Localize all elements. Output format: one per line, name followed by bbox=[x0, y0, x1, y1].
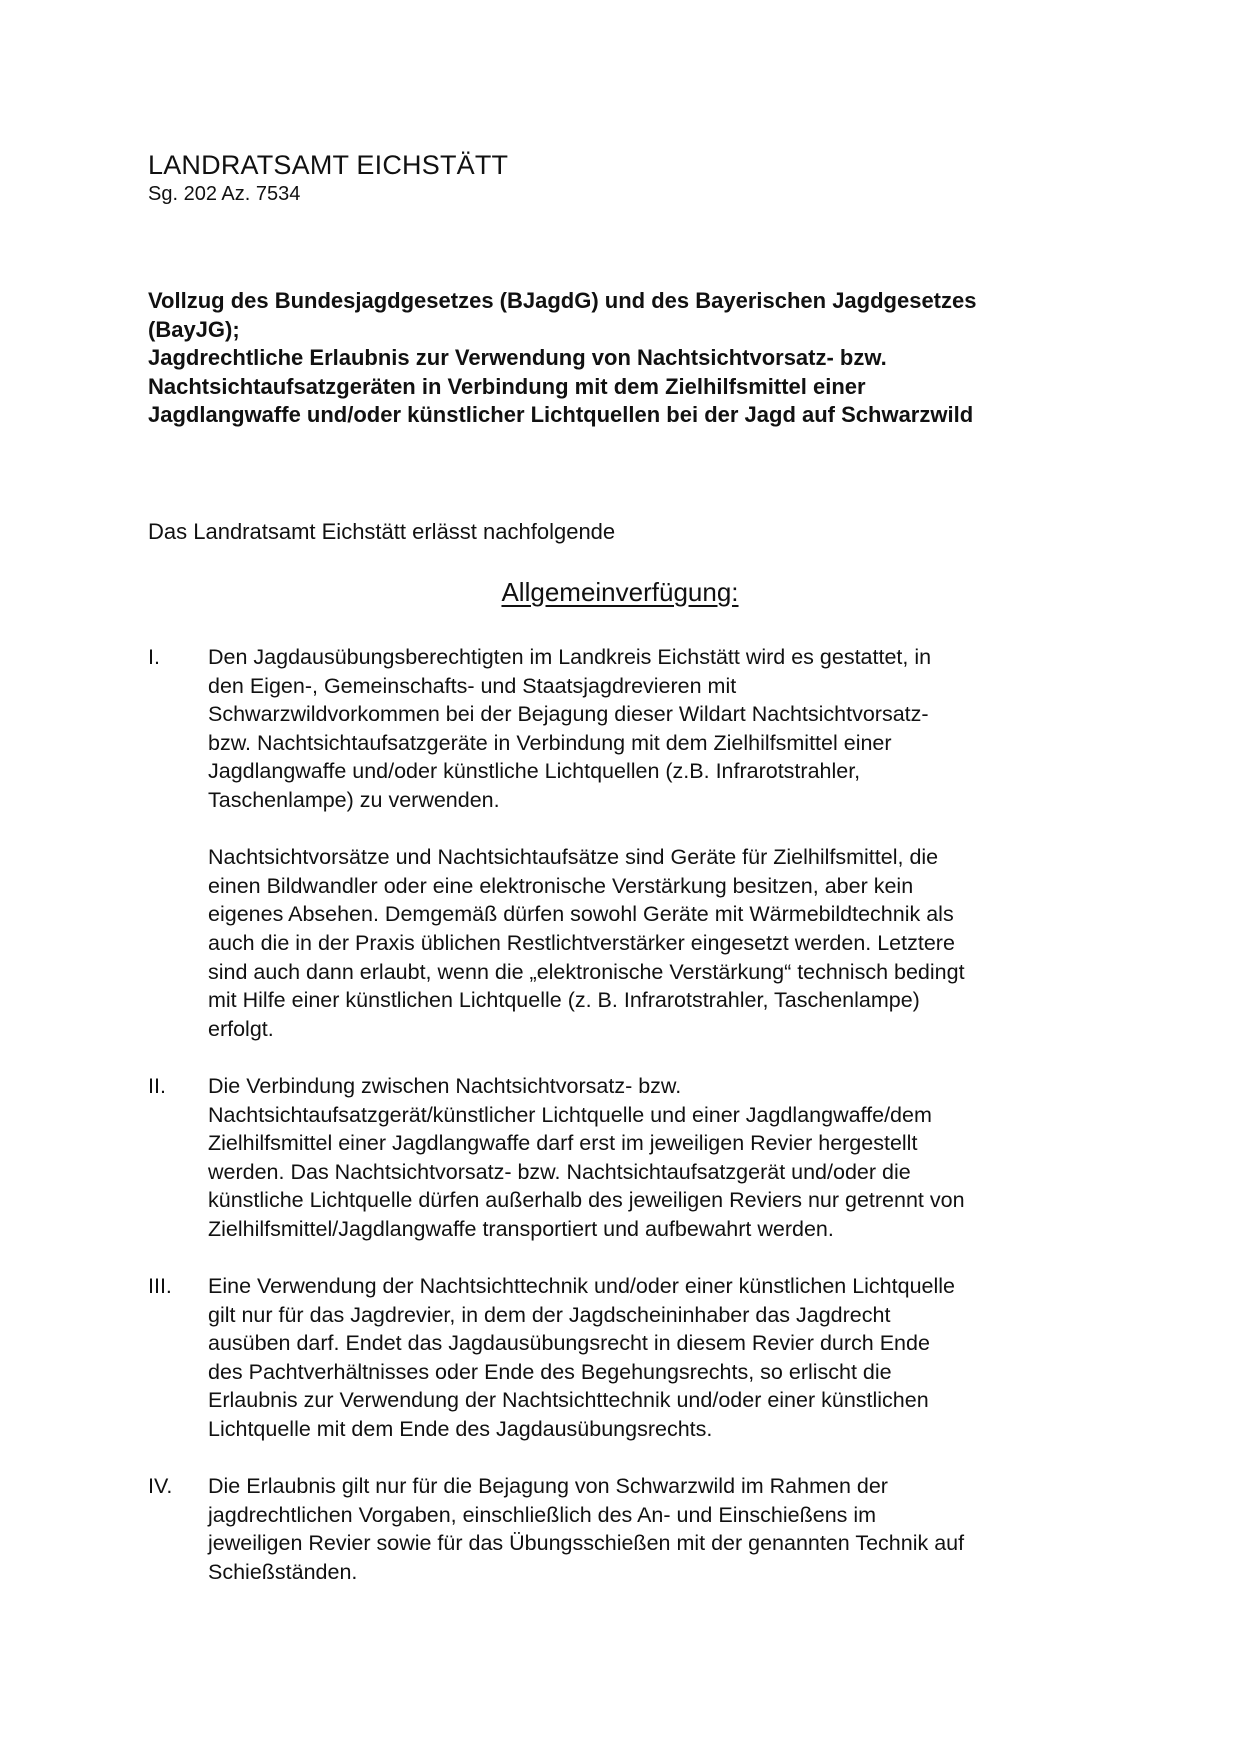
text-line: Erlaubnis zur Verwendung der Nachtsichttechnik und/oder einer künstlichen bbox=[208, 1388, 929, 1413]
text-line: Zielhilfsmittel einer Jagdlangwaffe darf erst im jeweiligen Revier hergestellt bbox=[208, 1131, 918, 1156]
subject-line: Jagdrechtliche Erlaubnis zur Verwendung von Nachtsichtvorsatz- bzw. bbox=[148, 345, 887, 370]
section-body bbox=[208, 1072, 1138, 1244]
paragraph bbox=[208, 843, 1138, 1043]
text-line: Zielhilfsmittel/Jagdlangwaffe transportiert und aufbewahrt werden. bbox=[208, 1216, 834, 1241]
text-line: jagdrechtlichen Vorgaben, einschließlich des An- und Einschießens im bbox=[208, 1502, 877, 1527]
subject-block bbox=[148, 287, 1108, 430]
subject-line: Jagdlangwaffe und/oder künstlicher Lichtquellen bei der Jagd auf Schwarzwild bbox=[148, 402, 974, 427]
text-line: künstliche Lichtquelle dürfen außerhalb des jeweiligen Reviers nur getrennt von bbox=[208, 1188, 965, 1213]
document-heading: Allgemeinverfügung: bbox=[501, 577, 739, 607]
authority-name: LANDRATSAMT EICHSTÄTT bbox=[148, 150, 509, 180]
text-line: den Eigen-, Gemeinschafts- und Staatsjagdrevieren mit bbox=[208, 673, 737, 698]
text-line: Die Verbindung zwischen Nachtsichtvorsatz- bzw. bbox=[208, 1074, 682, 1098]
text-line: Nachtsichtvorsätze und Nachtsichtaufsätze sind Geräte für Zielhilfsmittel, die bbox=[208, 845, 939, 870]
reference-number: Sg. 202 Az. 7534 bbox=[148, 183, 301, 205]
text-line: ausüben darf. Endet das Jagdausübungsrecht in diesem Revier durch Ende bbox=[208, 1331, 930, 1356]
section-number: IV. bbox=[148, 1474, 173, 1498]
text-line: jeweiligen Revier sowie für das Übungsschießen mit der genannten Technik auf bbox=[208, 1531, 965, 1556]
text-line: Eine Verwendung der Nachtsichttechnik und/oder einer künstlichen Lichtquelle bbox=[208, 1274, 955, 1298]
text-line: bzw. Nachtsichtaufsatzgeräte in Verbindung mit dem Zielhilfsmittel einer bbox=[208, 730, 892, 755]
text-line: werden. Das Nachtsichtvorsatz- bzw. Nachtsichtaufsatzgerät und/oder die bbox=[208, 1159, 911, 1184]
text-line: Jagdlangwaffe und/oder künstliche Lichtquellen (z.B. Infrarotstrahler, bbox=[208, 759, 861, 784]
text-line: eigenes Absehen. Demgemäß dürfen sowohl Geräte mit Wärmebildtechnik als bbox=[208, 902, 954, 927]
text-line: Den Jagdausübungsberechtigten im Landkreis Eichstätt wird es gestattet, in bbox=[208, 645, 932, 669]
text-line: mit Hilfe einer künstlichen Lichtquelle (z. B. Infrarotstrahler, Taschenlampe) bbox=[208, 988, 920, 1013]
section-number: II. bbox=[148, 1074, 166, 1098]
subject-line: Nachtsichtaufsatzgeräten in Verbindung mit dem Zielhilfsmittel einer bbox=[148, 373, 866, 399]
text-line: erfolgt. bbox=[208, 1016, 274, 1041]
subject-line: Vollzug des Bundesjagdgesetzes (BJagdG) und des Bayerischen Jagdgesetzes bbox=[148, 288, 977, 313]
text-line: einen Bildwandler oder eine elektronische Verstärkung besitzen, aber kein bbox=[208, 873, 914, 898]
section-body bbox=[208, 1272, 1138, 1444]
text-line: auch die in der Praxis üblichen Restlichtverstärker eingesetzt werden. Letztere bbox=[208, 930, 955, 955]
text-line: gilt nur für das Jagdrevier, in dem der Jagdscheininhaber das Jagdrecht bbox=[208, 1302, 891, 1327]
section-number: III. bbox=[148, 1274, 172, 1298]
paragraph bbox=[208, 643, 1138, 815]
intro-text: Das Landratsamt Eichstätt erlässt nachfolgende bbox=[148, 519, 616, 544]
section-number: I. bbox=[148, 645, 160, 669]
text-line: sind auch dann erlaubt, wenn die „elektronische Verstärkung“ technisch bedingt bbox=[208, 959, 965, 984]
text-line: Schießständen. bbox=[208, 1559, 358, 1584]
section-body bbox=[208, 643, 1138, 1043]
text-line: Taschenlampe) zu verwenden. bbox=[208, 787, 500, 812]
text-line: Schwarzwildvorkommen bei der Bejagung dieser Wildart Nachtsichtvorsatz- bbox=[208, 702, 929, 727]
text-line: des Pachtverhältnisses oder Ende des Begehungsrechts, so erlischt die bbox=[208, 1359, 892, 1384]
section-body bbox=[208, 1472, 1138, 1586]
subject-line: (BayJG); bbox=[148, 316, 240, 342]
text-line: Die Erlaubnis gilt nur für die Bejagung von Schwarzwild im Rahmen der bbox=[208, 1474, 888, 1498]
text-line: Nachtsichtaufsatzgerät/künstlicher Lichtquelle und einer Jagdlangwaffe/dem bbox=[208, 1102, 932, 1127]
text-line: Lichtquelle mit dem Ende des Jagdausübungsrechts. bbox=[208, 1416, 713, 1441]
